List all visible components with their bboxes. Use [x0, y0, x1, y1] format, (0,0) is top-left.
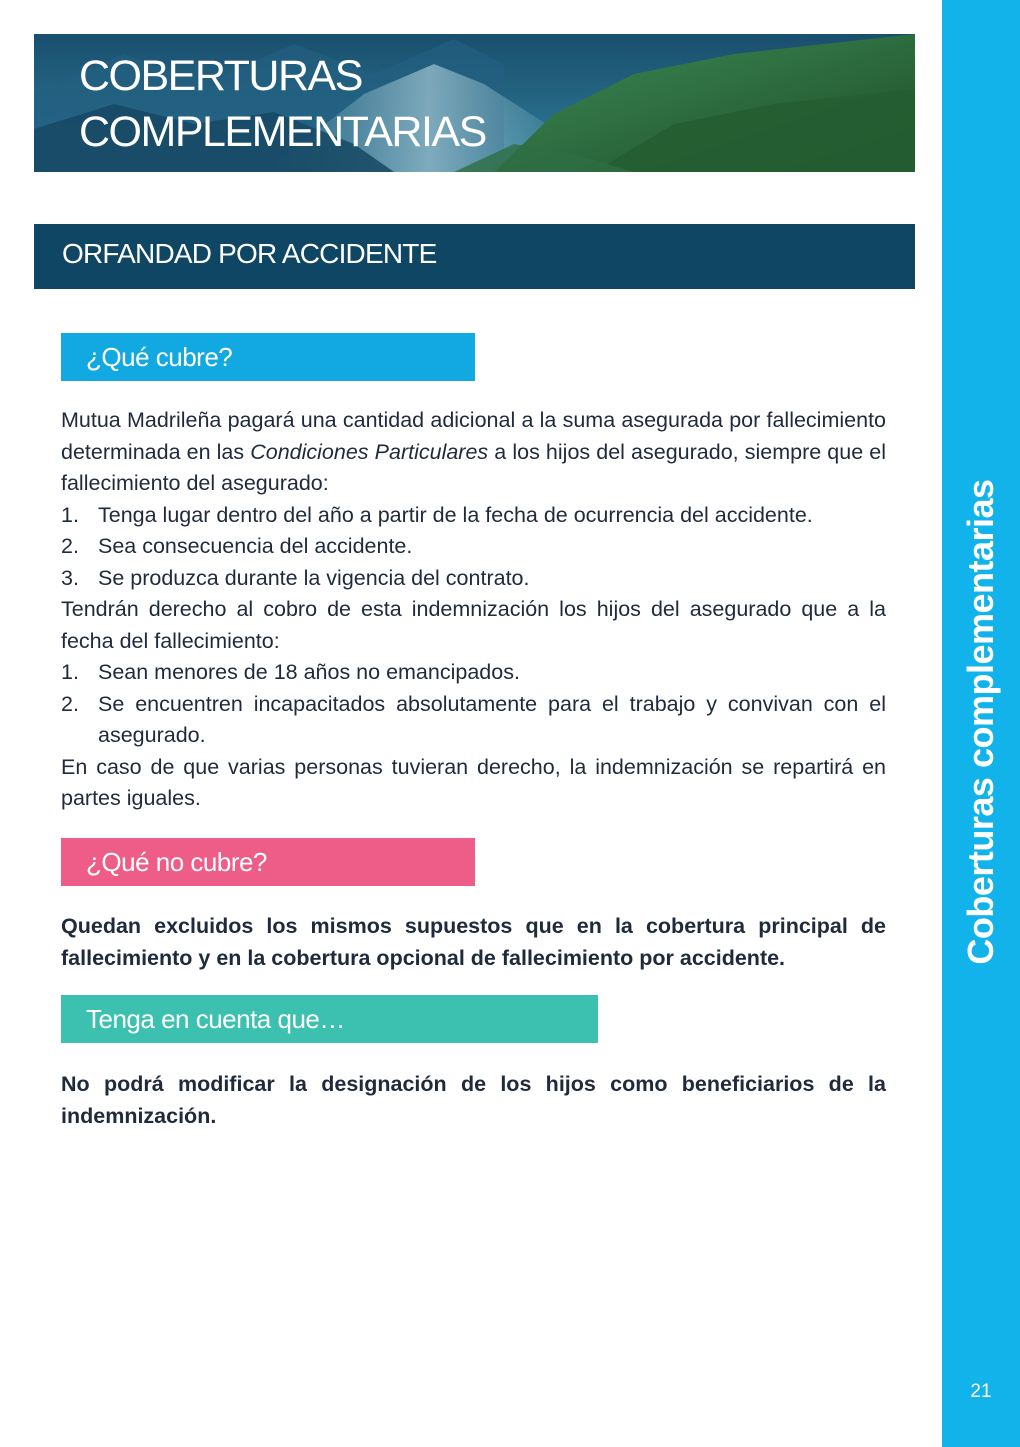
- condition-text: Se produzca durante la vigencia del contrato.: [98, 565, 530, 590]
- page-number: 21: [970, 1381, 992, 1402]
- condition-item: [61, 531, 886, 563]
- tenga-en-cuenta-heading: [61, 995, 598, 1043]
- beneficiary-item: [61, 657, 886, 689]
- coverage-intro: [61, 405, 886, 500]
- condition-item: [61, 500, 886, 532]
- que-cubre-label: ¿Qué cubre?: [86, 342, 233, 372]
- coverage-intro-text: Mutua Madrileña pagará una cantidad adicional a la suma asegurada por fallecimiento determinada en las: [61, 408, 886, 464]
- beneficiary-text: Se encuentren incapacitados absolutamente para el trabajo y convivan con el asegurado.: [98, 691, 886, 747]
- condition-item: [61, 563, 886, 595]
- que-no-cubre-heading: [61, 838, 475, 886]
- page-title-line1: COBERTURAS: [79, 52, 362, 100]
- beneficiary-item: [61, 689, 886, 752]
- condition-text: Tenga lugar dentro del año a partir de la fecha de ocurrencia del accidente.: [98, 502, 813, 527]
- beneficiaries-intro: Tendrán derecho al cobro de esta indemnización los hijos del asegurado que a la fecha del fallecimiento:: [61, 597, 886, 653]
- exclusions-text: Quedan excluidos los mismos supuestos que en la cobertura principal de fallecimiento y en la cobertura opcional de fallecimiento por accidente.: [61, 914, 886, 970]
- condiciones-particulares-term: Condiciones Particulares: [250, 439, 489, 464]
- side-tab: [942, 0, 1020, 1447]
- que-no-cubre-label: ¿Qué no cubre?: [86, 847, 267, 877]
- beneficiary-text: Sean menores de 18 años no emancipados.: [98, 660, 520, 684]
- que-cubre-body: [61, 405, 886, 815]
- page-title-line2: COMPLEMENTARIAS: [79, 108, 486, 156]
- important-note-text: No podrá modificar la designación de los hijos como beneficiarios de la indemnización.: [61, 1072, 886, 1128]
- condition-text: Sea consecuencia del accidente.: [98, 534, 413, 558]
- list-number: 2.: [61, 534, 79, 558]
- distribution-note: En caso de que varias personas tuvieran derecho, la indemnización se repartirá en partes iguales.: [61, 754, 886, 810]
- que-cubre-heading: [61, 333, 475, 381]
- list-number: 1.: [61, 502, 79, 527]
- hero-banner: [34, 34, 915, 172]
- list-number: 1.: [61, 660, 79, 684]
- section-title: ORFANDAD POR ACCIDENTE: [62, 238, 437, 269]
- list-number: 2.: [61, 691, 79, 716]
- list-number: 3.: [61, 565, 79, 590]
- tenga-en-cuenta-label: Tenga en cuenta que…: [86, 1004, 345, 1034]
- coverage-intro-text-end: a los hijos del asegurado, siempre que el fallecimiento del asegurado:: [61, 439, 887, 495]
- section-header: [34, 224, 915, 289]
- side-tab-title: Coberturas complementarias: [960, 479, 1001, 965]
- page-title: [79, 48, 486, 160]
